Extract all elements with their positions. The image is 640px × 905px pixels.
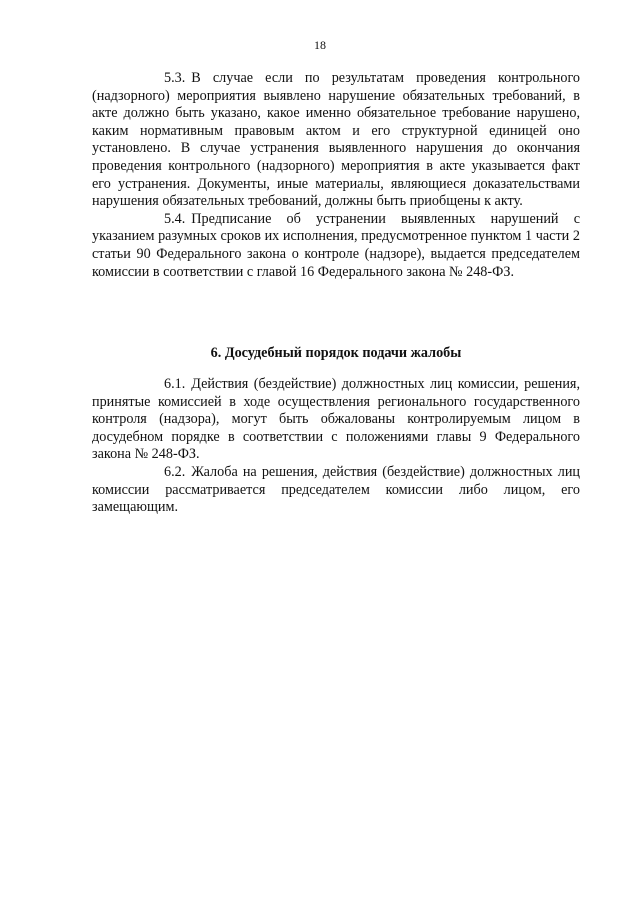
section-5-continuation (92, 70, 580, 281)
paragraph-text: В случае если по результатам проведения контрольного (надзорного) мероприятия выявлено нарушение обязательных требований, в акте должно быть указано, какое именно обязательное требование нарушено, каким нормативным правовым актом и его структурной единицей оно установлено. В случае устранения выявленного нарушения до окончания проведения контрольного (надзорного) мероприятия в акте указывается факт его устранения. Документы, иные материалы, являющиеся доказательствами нарушения обязательных требований, должны быть приобщены к акту. (92, 70, 580, 210)
paragraph-number: 5.4. (164, 210, 186, 227)
paragraph-text: Жалоба на решения, действия (бездействие) должностных лиц комиссии рассматривается председателем комиссии либо лицом, его замещающим. (92, 463, 580, 516)
page-number: 18 (314, 38, 326, 52)
section-6-body (92, 376, 580, 517)
paragraph-6-2 (92, 464, 580, 517)
paragraph-5-4 (92, 211, 580, 281)
paragraph-number: 6.1. (164, 376, 186, 392)
paragraph-number: 5.3. (164, 70, 186, 86)
paragraph-5-3 (92, 70, 580, 211)
section-heading: 6. Досудебный порядок подачи жалобы (210, 345, 462, 361)
paragraph-number: 6.2. (164, 463, 186, 480)
paragraph-6-1 (92, 376, 580, 464)
paragraph-text: Действия (бездействие) должностных лиц комиссии, решения, принятые комиссией в ходе осуществления регионального государственного контроля (надзора), могут быть обжалованы контролируемым лицом в досудебном порядке в соответствии с положениями главы 9 Федерального закона № 248-ФЗ. (92, 376, 580, 463)
paragraph-text: Предписание об устранении выявленных нарушений с указанием разумных сроков их исполнения, предусмотренное пунктом 1 части 2 статьи 90 Федерального закона о контроле (надзоре), выдается председателем комиссии в соответствии с главой 16 Федерального закона № 248-ФЗ. (92, 210, 580, 280)
